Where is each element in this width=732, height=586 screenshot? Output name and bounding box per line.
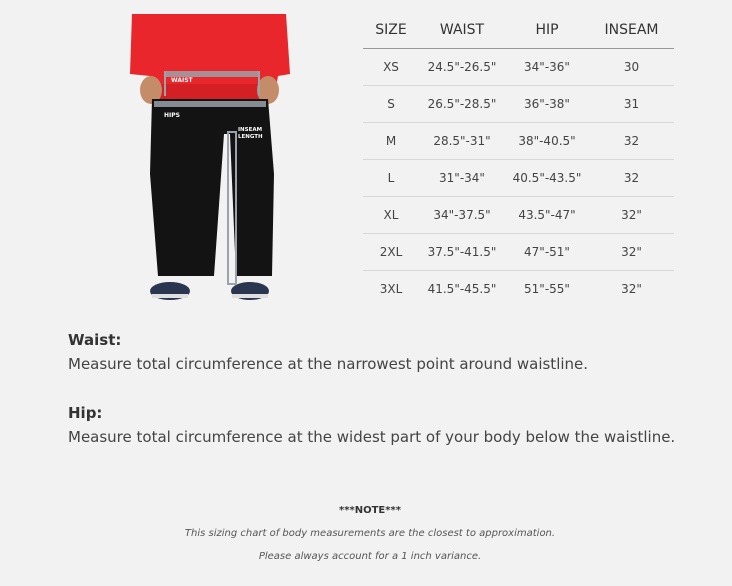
- table-row: [363, 160, 674, 197]
- label-inseam-2: LENGTH: [238, 134, 263, 140]
- cell-waist: 34"-37.5": [419, 197, 505, 234]
- cell-waist: 41.5"-45.5": [427, 282, 497, 296]
- note-section: [0, 505, 732, 562]
- size-chart-table: [363, 12, 674, 307]
- header-size: SIZE: [363, 12, 419, 49]
- hip-definition: [68, 404, 675, 446]
- cell-size: M: [363, 123, 419, 160]
- cell-waist: 37.5"-41.5": [419, 234, 505, 271]
- cell-hip: 40.5"-43.5": [505, 160, 589, 197]
- table-row: [363, 49, 674, 86]
- note-title: ***NOTE***: [339, 505, 401, 516]
- table-row: [363, 234, 674, 271]
- model-illustration: [128, 14, 290, 306]
- cell-size: 2XL: [363, 234, 419, 271]
- table-header-row: [363, 12, 674, 49]
- cell-inseam: 32": [589, 197, 674, 234]
- cell-size: XL: [363, 197, 419, 234]
- table-row: [363, 86, 674, 123]
- cell-hip: 34"-36": [505, 49, 589, 86]
- hip-text: Measure total circumference at the widest part of your body below the waistline.: [68, 428, 676, 446]
- label-waist: WAIST: [171, 77, 193, 84]
- table-row: [363, 123, 674, 160]
- cell-waist: 26.5"-28.5": [419, 86, 505, 123]
- cell-inseam: 32: [589, 123, 674, 160]
- cell-inseam: 31: [589, 86, 674, 123]
- waist-definition: [68, 331, 588, 373]
- hip-title: Hip:: [68, 404, 103, 422]
- cell-hip: 36"-38": [505, 86, 589, 123]
- label-inseam-1: INSEAM: [238, 127, 263, 133]
- cell-inseam: 32: [589, 160, 674, 197]
- cell-size: 3XL: [379, 282, 403, 296]
- cell-size: L: [363, 160, 419, 197]
- note-line-1: This sizing chart of body measurements are the closest to approximation.: [184, 528, 556, 539]
- header-waist: WAIST: [419, 12, 505, 49]
- waist-text: Measure total circumference at the narrowest point around waistline.: [68, 355, 589, 373]
- cell-inseam: 32": [589, 234, 674, 271]
- header-hip: HIP: [505, 12, 589, 49]
- cell-hip: 47"-51": [505, 234, 589, 271]
- cell-hip: 51"-55": [524, 282, 570, 296]
- cell-waist: 31"-34": [419, 160, 505, 197]
- header-inseam: INSEAM: [589, 12, 674, 49]
- cell-size: XS: [363, 49, 419, 86]
- cell-size: S: [363, 86, 419, 123]
- cell-inseam: 32": [621, 282, 642, 296]
- cell-inseam: 30: [589, 49, 674, 86]
- table-row: [363, 271, 674, 308]
- cell-waist: 24.5"-26.5": [419, 49, 505, 86]
- label-hips: HIPS: [164, 112, 180, 119]
- table-row: [363, 197, 674, 234]
- cell-hip: 38"-40.5": [505, 123, 589, 160]
- note-line-2: Please always account for a 1 inch variance.: [258, 551, 482, 562]
- waist-title: Waist:: [68, 331, 122, 349]
- cell-waist: 28.5"-31": [419, 123, 505, 160]
- cell-hip: 43.5"-47": [505, 197, 589, 234]
- pants-measurement-figure: [128, 14, 290, 306]
